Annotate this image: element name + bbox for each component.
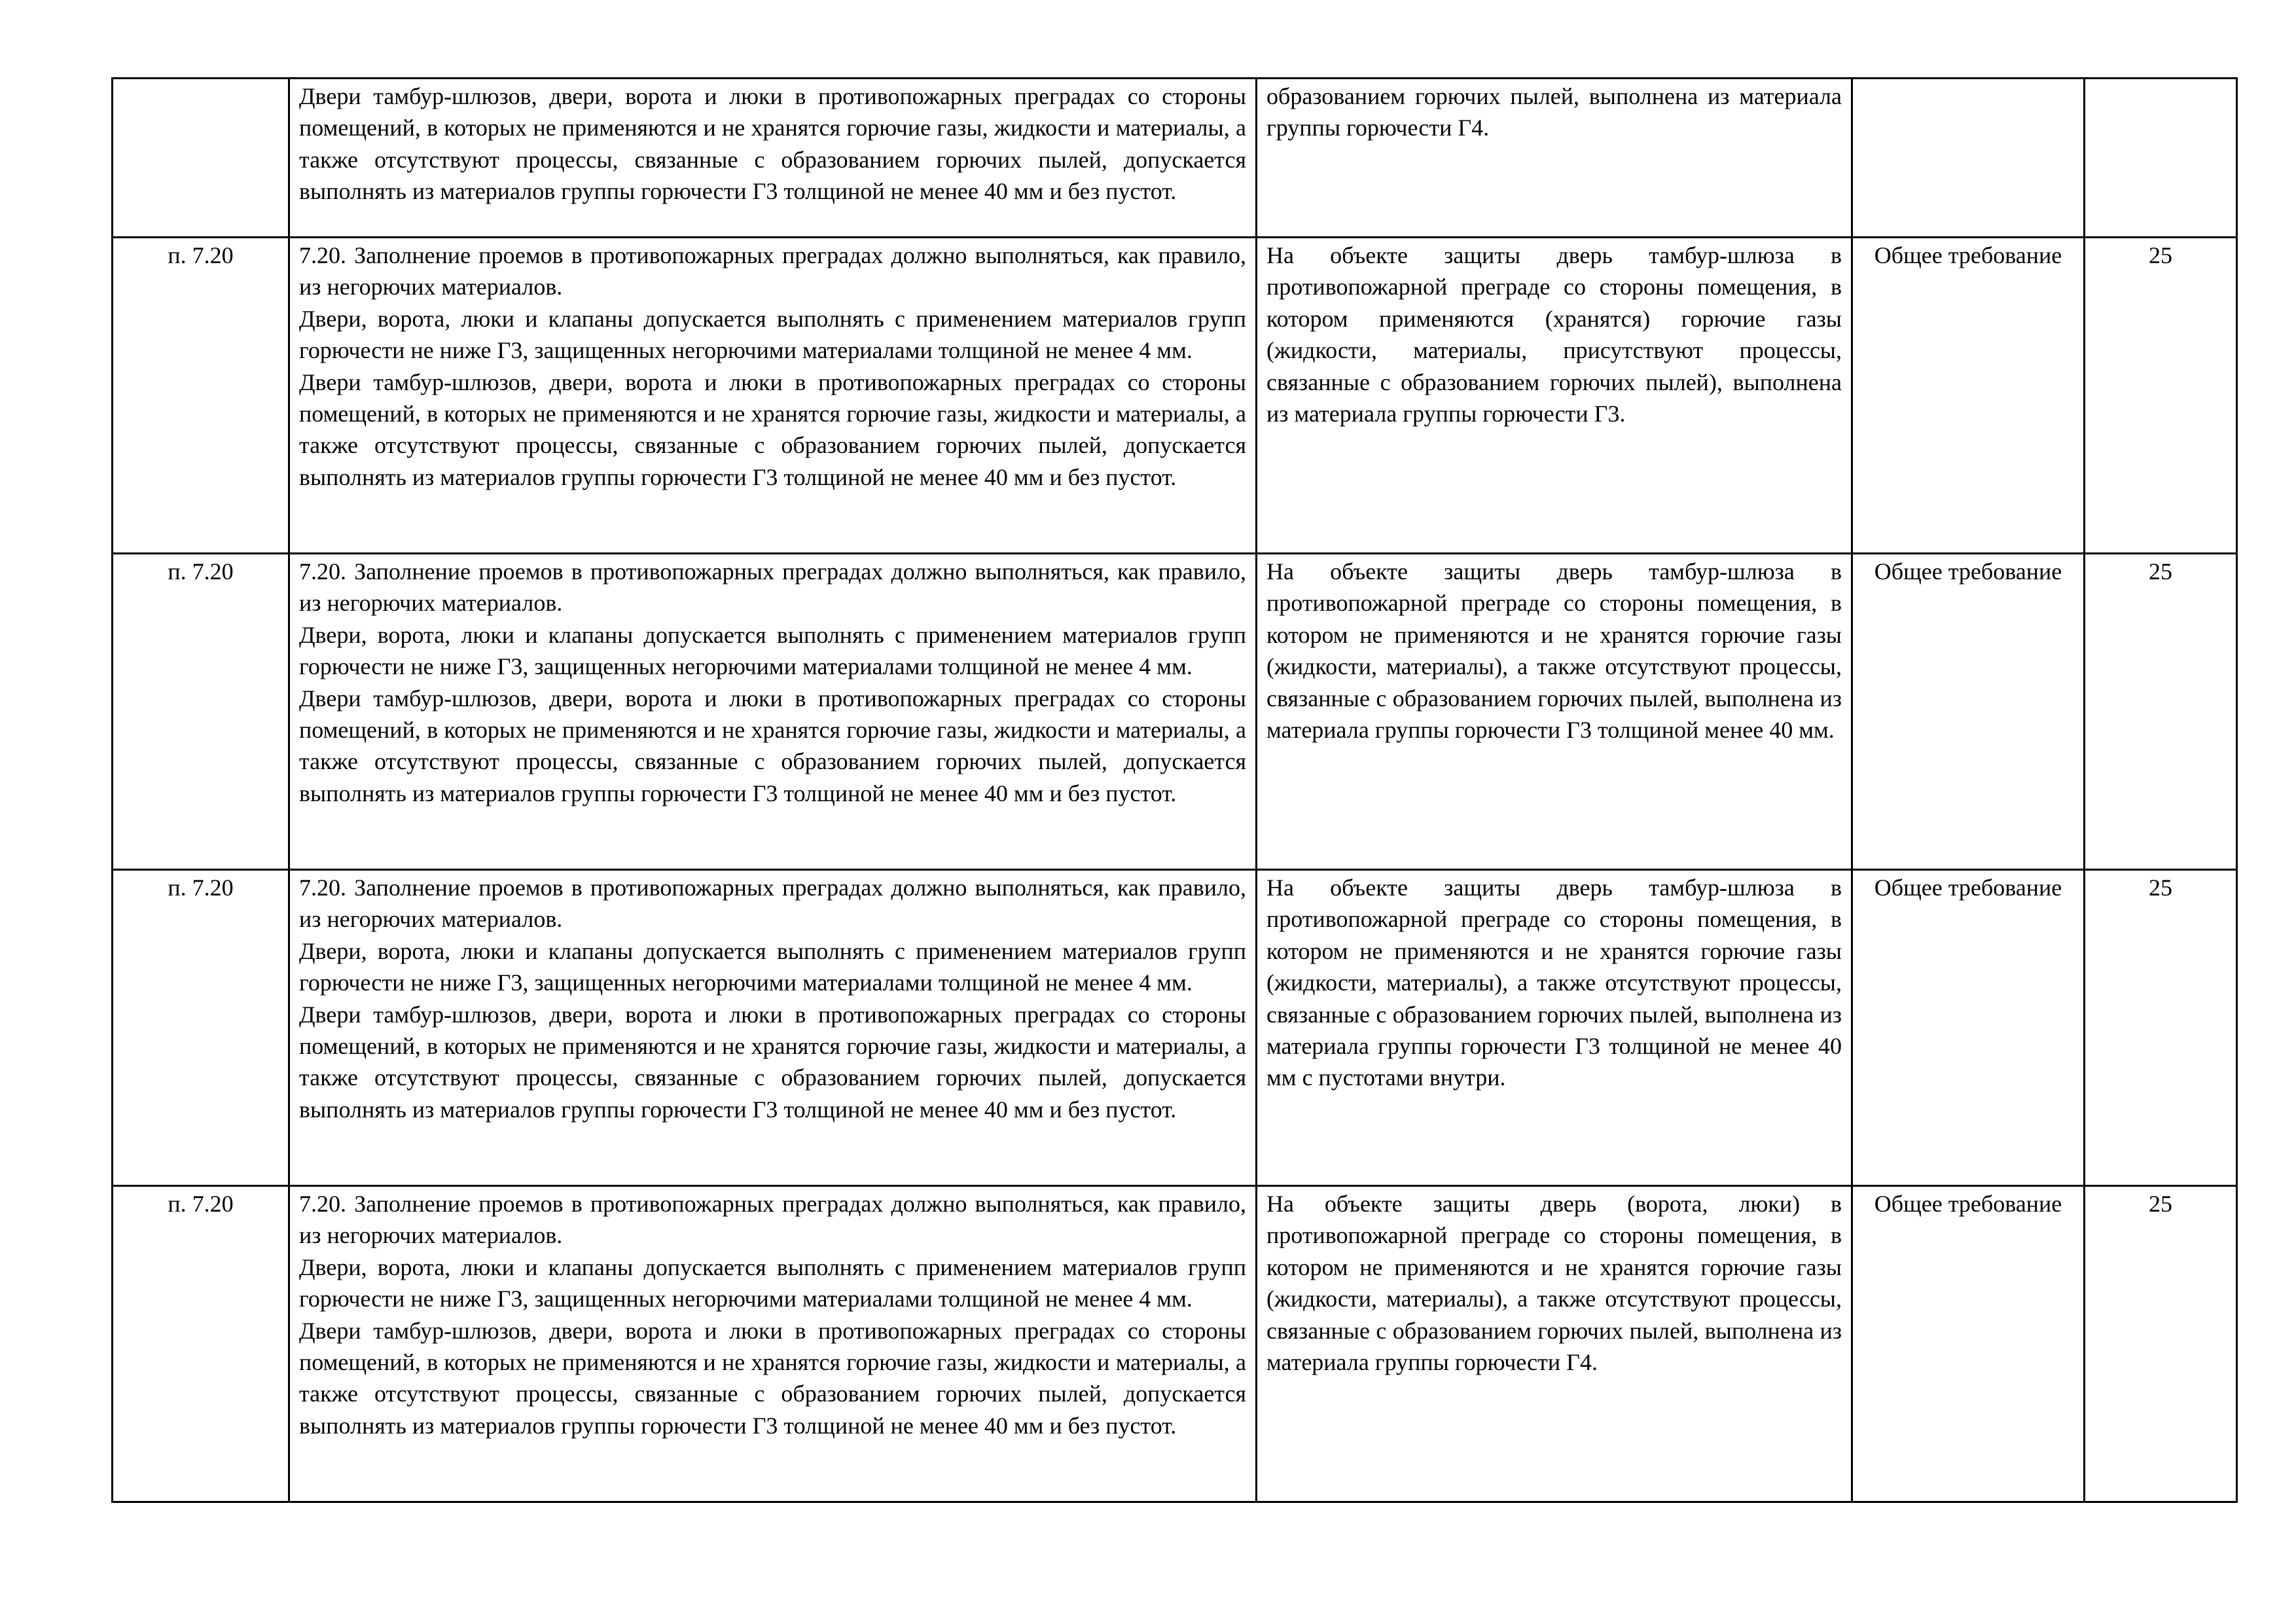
requirement-type-cell: Общее требование xyxy=(1852,554,2085,870)
finding-cell xyxy=(1257,79,1852,238)
requirement-paragraph: Двери тамбур-шлюзов, двери, ворота и люки в противопожарных преградах со стороны помещений, в которых не применяются и не хранятся горючие газы, жидкости и материалы, а также отсутствуют процессы, связанные с образованием горючих пылей, допускается выполнять из материалов группы горючести Г3 толщиной не менее 40 мм и без пустот. xyxy=(299,1001,1246,1123)
requirement-cell xyxy=(289,238,1257,554)
number-cell: 25 xyxy=(2085,554,2237,870)
finding-cell xyxy=(1257,554,1852,870)
requirement-type-cell: Общее требование xyxy=(1852,1186,2085,1502)
finding-text: На объекте защиты дверь тамбур-шлюза в противопожарной преграде со стороны помещения, в котором не применяются и не хранятся горючие газы (жидкости, материалы), а также отсутствуют процессы, связанные с образованием горючих пылей, выполнена из материала группы горючести Г3 толщиной не менее 40 мм с пустотами внутри. xyxy=(1266,875,1842,1091)
requirement-paragraph: 7.20. Заполнение проемов в противопожарных преградах должно выполняться, как правило, из негорючих материалов. xyxy=(299,875,1246,933)
requirement-type-cell: Общее требование xyxy=(1852,870,2085,1186)
requirement-paragraph: 7.20. Заполнение проемов в противопожарных преградах должно выполняться, как правило, из негорючих материалов. xyxy=(299,242,1246,300)
number-cell: 25 xyxy=(2085,238,2237,554)
clause-ref-cell: п. 7.20 xyxy=(113,870,289,1186)
requirement-cell xyxy=(289,554,1257,870)
table-row xyxy=(113,1186,2237,1502)
requirement-paragraph: Двери, ворота, люки и клапаны допускается выполнять с применением материалов групп горючести не ниже Г3, защищенных негорючими материалами толщиной не менее 4 мм. xyxy=(299,1254,1246,1312)
number-cell: 25 xyxy=(2085,1186,2237,1502)
requirement-paragraph: 7.20. Заполнение проемов в противопожарных преградах должно выполняться, как правило, из негорючих материалов. xyxy=(299,558,1246,617)
requirement-paragraph: Двери, ворота, люки и клапаны допускается выполнять с применением материалов групп горючести не ниже Г3, защищенных негорючими материалами толщиной не менее 4 мм. xyxy=(299,621,1246,680)
table-row xyxy=(113,238,2237,554)
requirement-cell xyxy=(289,79,1257,238)
number-cell: 25 xyxy=(2085,870,2237,1186)
requirements-table xyxy=(111,77,2238,1503)
clause-ref-cell: п. 7.20 xyxy=(113,554,289,870)
finding-text: На объекте защиты дверь тамбур-шлюза в противопожарной преграде со стороны помещения, в котором применяются (хранятся) горючие газы (жидкости, материалы, присутствуют процессы, связанные с образованием горючих пылей), выполнена из материала группы горючести Г3. xyxy=(1266,242,1842,427)
number-cell xyxy=(2085,79,2237,238)
finding-text: На объекте защиты дверь тамбур-шлюза в противопожарной преграде со стороны помещения, в котором не применяются и не хранятся горючие газы (жидкости, материалы), а также отсутствуют процессы, связанные с образованием горючих пылей, выполнена из материала группы горючести Г3 толщиной менее 40 мм. xyxy=(1266,558,1842,744)
finding-cell xyxy=(1257,1186,1852,1502)
requirement-type-cell xyxy=(1852,79,2085,238)
table-row xyxy=(113,554,2237,870)
table-row xyxy=(113,79,2237,238)
finding-text: На объекте защиты дверь (ворота, люки) в противопожарной преграде со стороны помещения, в котором не применяются и не хранятся горючие газы (жидкости, материалы), а также отсутствуют процессы, связанные с образованием горючих пылей, выполнена из материала группы горючести Г4. xyxy=(1266,1191,1842,1376)
requirement-type-cell: Общее требование xyxy=(1852,238,2085,554)
finding-cell xyxy=(1257,870,1852,1186)
requirement-paragraph: Двери, ворота, люки и клапаны допускается выполнять с применением материалов групп горючести не ниже Г3, защищенных негорючими материалами толщиной не менее 4 мм. xyxy=(299,937,1246,996)
clause-ref-cell: п. 7.20 xyxy=(113,1186,289,1502)
requirement-cell xyxy=(289,870,1257,1186)
clause-ref-cell: п. 7.20 xyxy=(113,238,289,554)
requirement-paragraph: Двери, ворота, люки и клапаны допускается выполнять с применением материалов групп горючести не ниже Г3, защищенных негорючими материалами толщиной не менее 4 мм. xyxy=(299,305,1246,364)
requirement-paragraph: Двери тамбур-шлюзов, двери, ворота и люки в противопожарных преградах со стороны помещений, в которых не применяются и не хранятся горючие газы, жидкости и материалы, а также отсутствуют процессы, связанные с образованием горючих пылей, допускается выполнять из материалов группы горючести Г3 толщиной не менее 40 мм и без пустот. xyxy=(299,685,1246,806)
requirement-paragraph: 7.20. Заполнение проемов в противопожарных преградах должно выполняться, как правило, из негорючих материалов. xyxy=(299,1191,1246,1249)
requirement-paragraph: Двери тамбур-шлюзов, двери, ворота и люки в противопожарных преградах со стороны помещений, в которых не применяются и не хранятся горючие газы, жидкости и материалы, а также отсутствуют процессы, связанные с образованием горючих пылей, допускается выполнять из материалов группы горючести Г3 толщиной не менее 40 мм и без пустот. xyxy=(299,83,1246,205)
finding-cell xyxy=(1257,238,1852,554)
requirement-cell xyxy=(289,1186,1257,1502)
clause-ref-cell xyxy=(113,79,289,238)
requirement-paragraph: Двери тамбур-шлюзов, двери, ворота и люки в противопожарных преградах со стороны помещений, в которых не применяются и не хранятся горючие газы, жидкости и материалы, а также отсутствуют процессы, связанные с образованием горючих пылей, допускается выполнять из материалов группы горючести Г3 толщиной не менее 40 мм и без пустот. xyxy=(299,369,1246,490)
requirement-paragraph: Двери тамбур-шлюзов, двери, ворота и люки в противопожарных преградах со стороны помещений, в которых не применяются и не хранятся горючие газы, жидкости и материалы, а также отсутствуют процессы, связанные с образованием горючих пылей, допускается выполнять из материалов группы горючести Г3 толщиной не менее 40 мм и без пустот. xyxy=(299,1317,1246,1439)
finding-text: образованием горючих пылей, выполнена из материала группы горючести Г4. xyxy=(1266,83,1842,141)
table-row xyxy=(113,870,2237,1186)
